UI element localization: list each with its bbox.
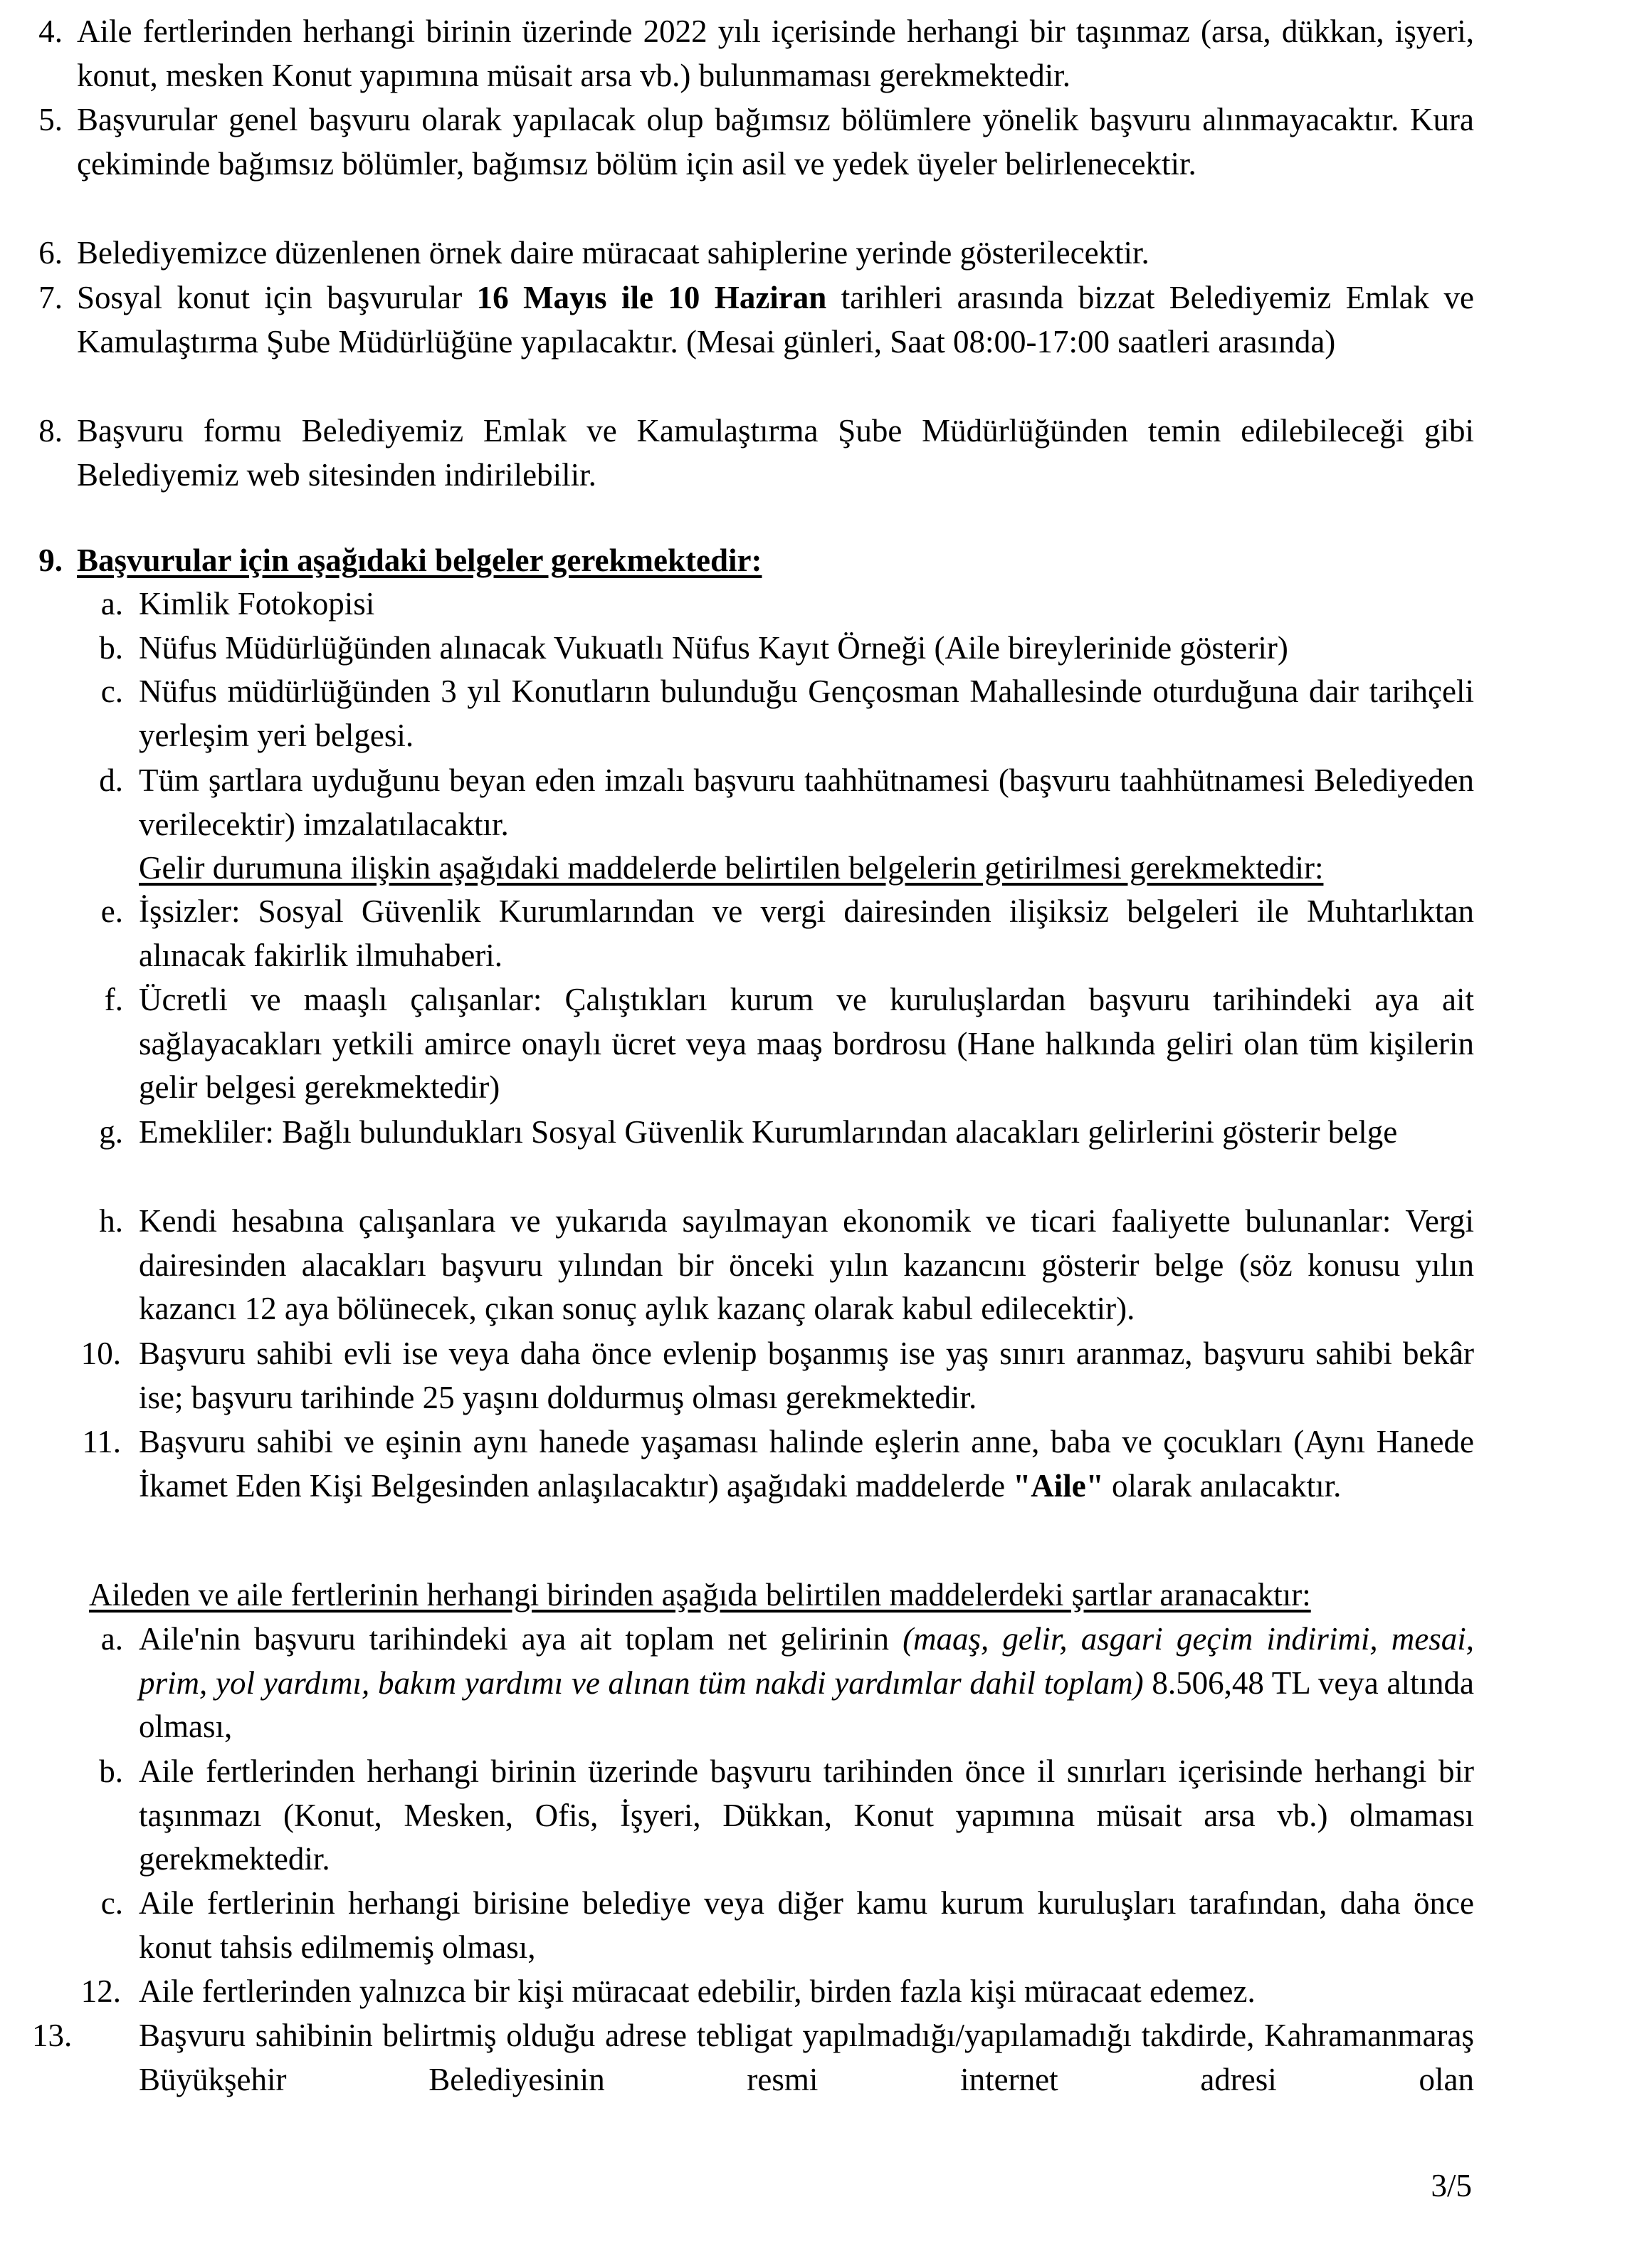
income-scope-note: (maaş, gelir, asgari geçim indirimi, mesai, prim, yol yardımı, bakım yardımı ve alınan tüm nakdi yardımlar dahil toplam) [139, 1621, 1474, 1701]
list-item [32, 2014, 1474, 2102]
item-text-part: Sosyal konut için başvurular [77, 280, 477, 315]
item-number: 12. [80, 1973, 121, 2009]
sub-list-item [100, 582, 1474, 626]
item-text: Aile fertlerinden herhangi birinin üzerinde 2022 yılı içerisinde herhangi bir taşınmaz (arsa, dükkan, işyeri, konut, mesken Konut yapımına müsait arsa vb.) bulunmaması gerekmektedir. [77, 14, 1474, 93]
sub-list-item [100, 670, 1474, 757]
item-text: İşsizler: Sosyal Güvenlik Kurumlarından ve vergi dairesinden ilişiksiz belgeleri ile Muhtarlıktan alınacak fakirlik ilmuhaberi. [139, 893, 1474, 973]
item-text: Ücretli ve maaşlı çalışanlar: Çalıştıkları kurum ve kuruluşlardan başvuru tarihindeki aya ait sağlayacakları yetkili amirce onaylı ücret veya maaş bordrosu (Hane halkında geliri olan tüm kişilerin gelir belgesi gerekmektedir) [139, 982, 1474, 1105]
income-heading: Gelir durumuna ilişkin aşağıdaki maddelerde belirtilen belgelerin getirilmesi gerekmektedir: [139, 850, 1324, 886]
item-number: 6. [38, 235, 63, 271]
sub-list-item [99, 1200, 1474, 1331]
item-text [77, 276, 1474, 364]
sub-list-item [99, 626, 1474, 671]
item-letter: c. [100, 673, 123, 709]
item-text: Kendi hesabına çalışanlara ve yukarıda sayılmayan ekonomik ve ticari faaliyette bulunanlar: Vergi dairesinden alacakları başvuru yılından bir önceki yılın kazancını gösterir belge (söz konusu yılın kazancı 12 aya bölünecek, çıkan sonuç aylık kazanç olarak kabul edilecektir). [139, 1203, 1474, 1326]
sub-list-item [99, 1750, 1474, 1882]
list-item [80, 1970, 1474, 2014]
item-letter: c. [100, 1885, 123, 1921]
item-text: Başvuru sahibi evli ise veya daha önce evlenip boşanmış ise yaş sınırı aranmaz, başvuru sahibi bekâr ise; başvuru tarihinde 25 yaşını doldurmuş olması gerekmektedir. [139, 1336, 1474, 1415]
item-number: 4. [38, 14, 63, 49]
item-text [139, 1420, 1474, 1508]
item-letter: b. [99, 630, 123, 666]
section-heading [38, 539, 1474, 583]
aile-term: "Aile" [1013, 1467, 1104, 1504]
item-text: Aile fertlerinden yalnızca bir kişi müracaat edebilir, birden fazla kişi müracaat edemez. [139, 1973, 1256, 2009]
sub-list-item [100, 890, 1474, 977]
item-number: 8. [38, 413, 63, 449]
item-text: Aile fertlerinden herhangi birinin üzerinde başvuru tarihinden önce il sınırları içerisinde herhangi bir taşınmazı (Konut, Mesken, Ofis, İşyeri, Dükkan, Konut yapımına müsait arsa vb.) olmaması gerekmektedir. [139, 1753, 1474, 1877]
item-text-part: olarak anılacaktır. [1103, 1467, 1342, 1504]
item-letter: a. [100, 1621, 123, 1657]
list-item [38, 231, 1474, 276]
item-text: Nüfus Müdürlüğünden alınacak Vukuatlı Nüfus Kayıt Örneği (Aile bireylerinide gösterir) [139, 630, 1288, 666]
item-letter: f. [104, 982, 123, 1017]
item-text-part: tarihleri arasında bizzat Belediyemiz Emlak ve Kamulaştırma Şube Müdürlüğüne yapılacaktır. (Mesai günleri, Saat 08:00-17:00 saatleri arasında) [77, 280, 1474, 360]
list-item [38, 98, 1474, 186]
item-letter: g. [99, 1114, 123, 1150]
family-heading: Aileden ve aile fertlerinin herhangi birinden aşağıda belirtilen maddelerdeki şartlar aranacaktır: [89, 1577, 1311, 1613]
item-number: 5. [38, 102, 63, 137]
item-text: Başvuru sahibinin belirtmiş olduğu adrese tebligat yapılmadığı/yapılamadığı takdirde, Kahramanmaraş Büyükşehir Belediyesinin resmi internet adresi olan [139, 2018, 1474, 2097]
item-text-part: 8.506,48 TL veya altında olması, [139, 1664, 1474, 1744]
item-number: 10. [80, 1336, 121, 1371]
sub-list-item [100, 1882, 1474, 1969]
item-letter: a. [100, 586, 123, 622]
item-letter: d. [99, 762, 123, 798]
sub-list-item [99, 759, 1474, 846]
page-number: 3/5 [1431, 2168, 1472, 2203]
item-text: Kimlik Fotokopisi [139, 586, 375, 622]
item-letter: e. [100, 893, 123, 929]
item-text: Nüfus müdürlüğünden 3 yıl Konutların bulunduğu Gençosman Mahallesinde oturduğuna dair tarihçeli yerleşim yeri belgesi. [139, 673, 1474, 753]
item-text-part: Başvuru sahibi ve eşinin aynı hanede yaşaması halinde eşlerin anne, baba ve çocukları (Aynı Hanede İkamet Eden Kişi Belgesinden anlaşılacaktır) aşağıdaki maddelerde [139, 1424, 1474, 1504]
item-number: 7. [38, 280, 63, 315]
item-text: Başvuru formu Belediyemiz Emlak ve Kamulaştırma Şube Müdürlüğünden temin edilebileceği gibi Belediyemiz web sitesinden indirilebilir. [77, 413, 1474, 493]
list-item [38, 276, 1474, 364]
item-letter: b. [99, 1753, 123, 1789]
item-text: Başvurular genel başvuru olarak yapılacak olup bağımsız bölümlere yönelik başvuru alınmayacaktır. Kura çekiminde bağımsız bölümler, bağımsız bölüm için asil ve yedek üyeler belirlenecektir. [77, 102, 1474, 182]
sub-list-item [100, 1618, 1474, 1749]
list-item [38, 10, 1474, 98]
item-letter: h. [99, 1203, 123, 1239]
list-item [82, 1420, 1474, 1508]
item-number: 13. [32, 2018, 73, 2053]
list-item [38, 409, 1474, 497]
item-text-part: Aile'nin başvuru tarihindeki aya ait toplam net gelirinin [139, 1621, 903, 1657]
item-text: Aile fertlerinin herhangi birisine belediye veya diğer kamu kurum kuruluşları tarafından, daha önce konut tahsis edilmemiş olması, [139, 1885, 1474, 1965]
item-number: 9. [38, 542, 63, 578]
heading-text: Başvurular için aşağıdaki belgeler gerekmektedir: [77, 542, 762, 578]
date-range: 16 Mayıs ile 10 Haziran [476, 280, 827, 315]
sub-list-item [104, 978, 1474, 1110]
item-number: 11. [82, 1424, 121, 1459]
item-text: Tüm şartlara uyduğunu beyan eden imzalı başvuru taahhütnamesi (başvuru taahhütnamesi Belediyeden verilecektir) imzalatılacaktır. [139, 762, 1474, 842]
item-text: Belediyemizce düzenlenen örnek daire müracaat sahiplerine yerinde gösterilecektir. [77, 235, 1149, 271]
item-text: Emekliler: Bağlı bulundukları Sosyal Güvenlik Kurumlarından alacakları gelirlerini gösterir belge [139, 1114, 1398, 1150]
sub-list-item [99, 1111, 1474, 1155]
item-text [139, 1618, 1474, 1749]
list-item [80, 1332, 1474, 1420]
